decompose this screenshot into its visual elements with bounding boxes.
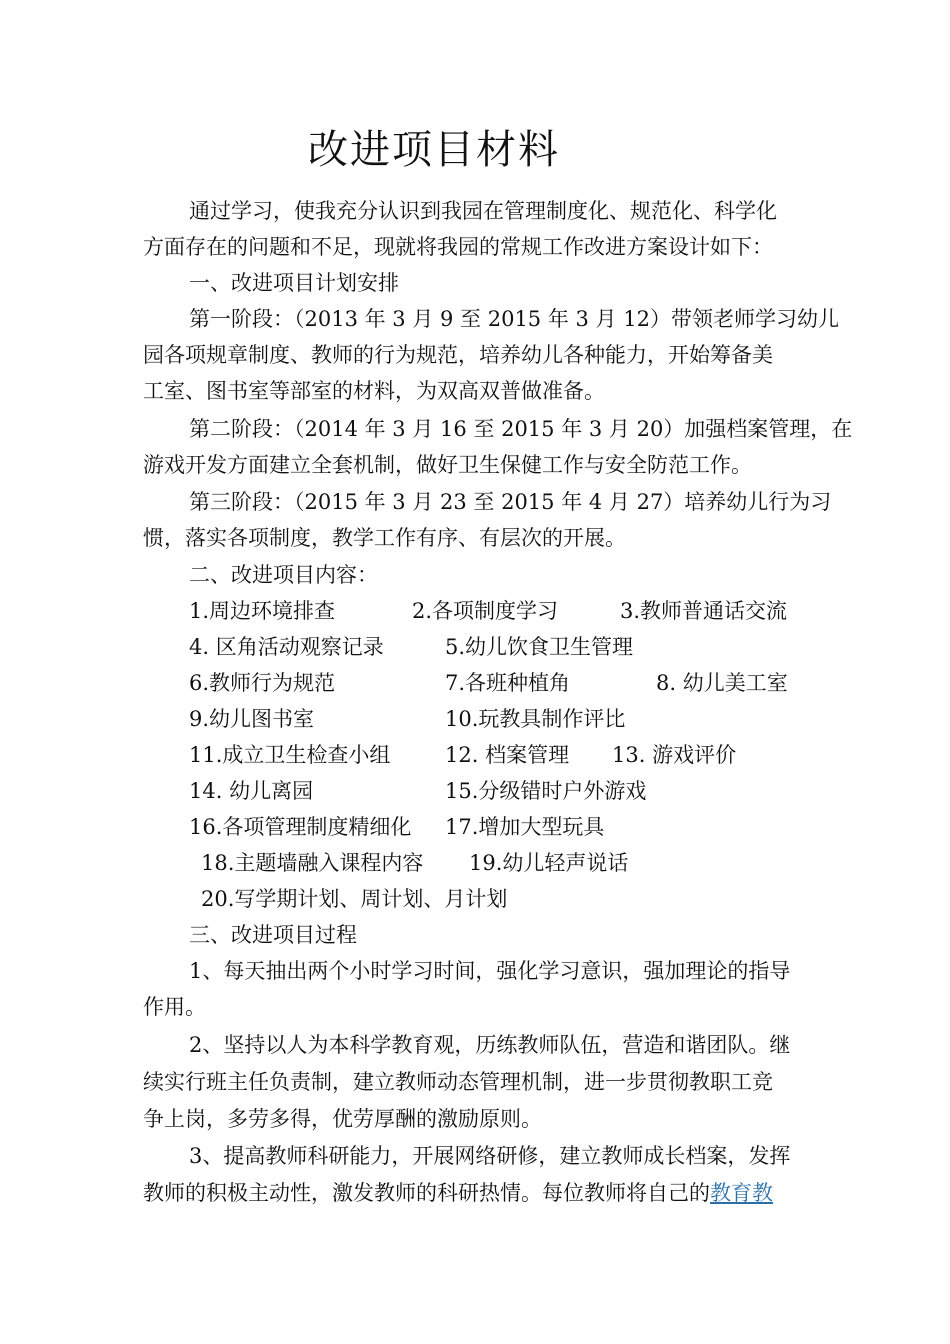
stage3-line: 第三阶段：（2015 年 3 月 23 至 2015 年 4 月 27）培养幼儿行为习: [189, 490, 832, 514]
list-item: 9.幼儿图书室: [189, 707, 315, 731]
stage1-line: 园各项规章制度、教师的行为规范，培养幼儿各种能力，开始筹备美: [143, 343, 773, 367]
process-p2-line: 2、坚持以人为本科学教育观，历练教师队伍，营造和谐团队。继: [189, 1033, 791, 1057]
stage2-line: 第二阶段：（2014 年 3 月 16 至 2015 年 3 月 20）加强档案管理，在: [189, 417, 853, 441]
section2-heading: 二、改进项目内容：: [189, 563, 378, 587]
stage1-line: 工室、图书室等部室的材料，为双高双普做准备。: [143, 379, 605, 403]
list-item: 10.玩教具制作评比: [445, 707, 626, 731]
list-item: 1.周边环境排查: [189, 599, 336, 623]
process-p3-line: [143, 1178, 773, 1208]
list-item: 4. 区角活动观察记录: [189, 635, 384, 659]
list-item: 15.分级错时户外游戏: [445, 779, 647, 803]
process-p3-text: 教师的积极主动性，激发教师的科研热情。每位教师将自己的: [143, 1181, 710, 1205]
stage3-line: 惯，落实各项制度，教学工作有序、有层次的开展。: [143, 526, 626, 550]
education-link[interactable]: 教育教: [710, 1181, 773, 1205]
stage2-line: 游戏开发方面建立全套机制，做好卫生保健工作与安全防范工作。: [143, 453, 752, 477]
document-title: 改进项目材料: [308, 127, 560, 173]
process-p1-line: 1、每天抽出两个小时学习时间，强化学习意识，强加理论的指导: [189, 959, 791, 983]
intro-line: 通过学习，使我充分认识到我园在管理制度化、规范化、科学化: [189, 199, 777, 223]
list-item: 16.各项管理制度精细化: [189, 815, 412, 839]
process-p3-line: 3、提高教师科研能力，开展网络研修，建立教师成长档案，发挥: [189, 1144, 791, 1168]
list-item: 2.各项制度学习: [412, 599, 559, 623]
process-p2-line: 争上岗，多劳多得，优劳厚酬的激励原则。: [143, 1107, 542, 1131]
list-item: 12. 档案管理: [445, 743, 570, 767]
list-item: 6.教师行为规范: [189, 671, 336, 695]
section3-heading: 三、改进项目过程: [189, 923, 357, 947]
list-item: 3.教师普通话交流: [620, 599, 788, 623]
list-item: 20.写学期计划、周计划、月计划: [201, 887, 508, 911]
list-item: 8. 幼儿美工室: [656, 671, 788, 695]
list-item: 5.幼儿饮食卫生管理: [445, 635, 634, 659]
list-item: 19.幼儿轻声说话: [469, 851, 629, 875]
list-item: 11.成立卫生检查小组: [189, 743, 391, 767]
list-item: 14. 幼儿离园: [189, 779, 314, 803]
list-item: 17.增加大型玩具: [445, 815, 605, 839]
section1-heading: 一、改进项目计划安排: [189, 271, 399, 295]
stage1-line: 第一阶段：（2013 年 3 月 9 至 2015 年 3 月 12）带领老师学习幼儿: [189, 307, 839, 331]
process-p2-line: 续实行班主任负责制，建立教师动态管理机制，进一步贯彻教职工竞: [143, 1070, 773, 1094]
list-item: 18.主题墙融入课程内容: [201, 851, 424, 875]
list-item: 13. 游戏评价: [612, 743, 737, 767]
process-p1-line: 作用。: [143, 995, 206, 1019]
intro-line: 方面存在的问题和不足，现就将我园的常规工作改进方案设计如下：: [143, 235, 773, 259]
list-item: 7.各班种植角: [445, 671, 571, 695]
